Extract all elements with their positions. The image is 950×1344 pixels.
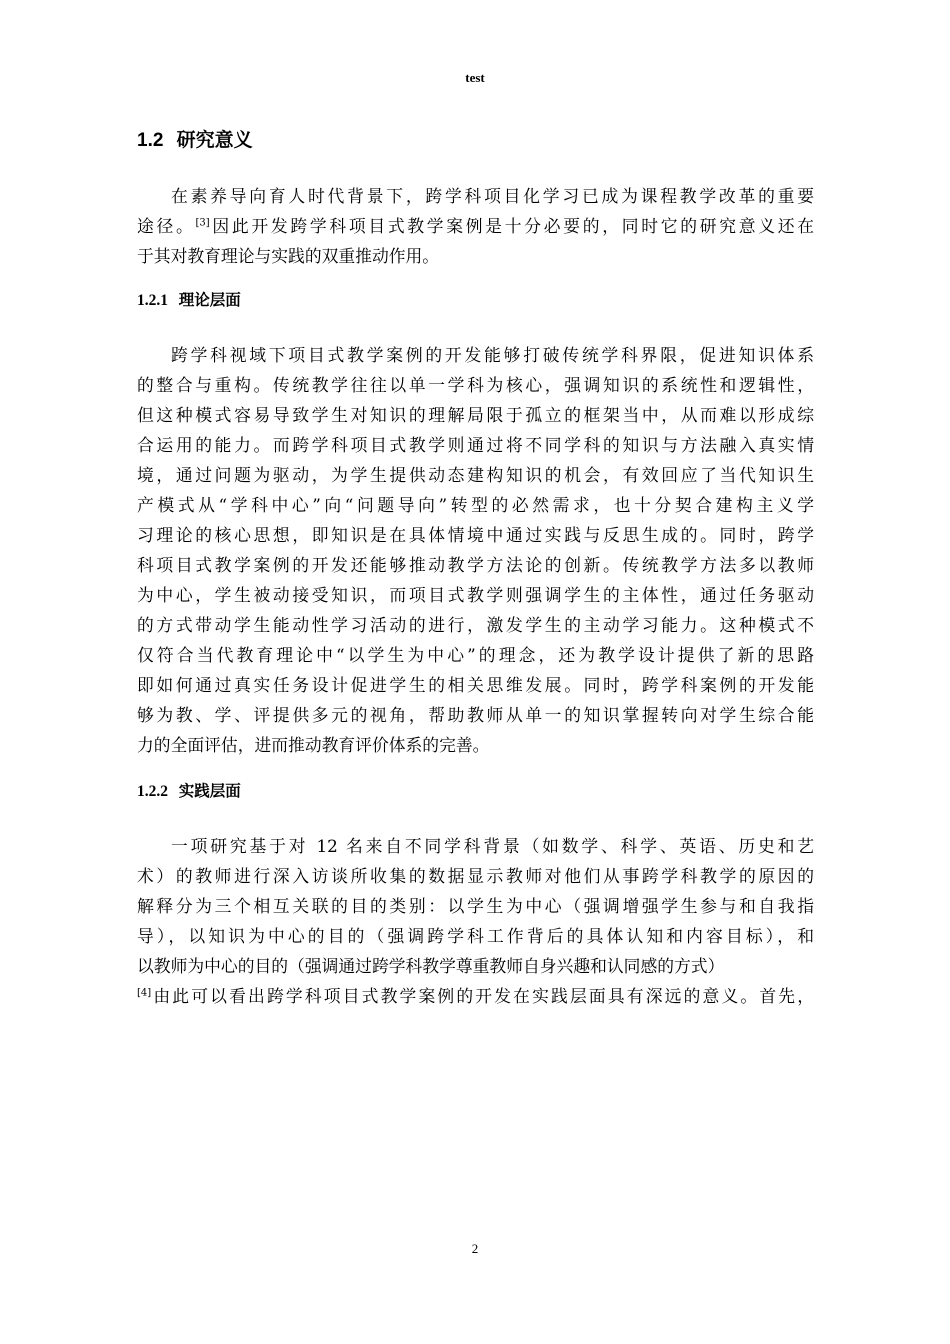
paragraph-line	[137, 211, 814, 241]
subsection-title: 理论层面	[178, 291, 241, 309]
paragraph-line: 术）的教师进行深入访谈所收集的数据显示教师对他们从事跨学科教学的原因的	[137, 866, 814, 886]
page-header: test	[465, 70, 485, 85]
citation-ref: [3]	[195, 217, 210, 229]
paragraph-line: 但这种模式容易导致学生对知识的理解局限于孤立的框架当中，从而难以形成综	[137, 405, 814, 425]
section-number: 1.2	[137, 130, 164, 151]
text-span: 由此可以看出跨学科项目式教学案例的开发在实践层面具有深远的意义。首先，	[151, 986, 814, 1006]
citation-ref: [4]	[137, 987, 152, 999]
text-span: 途径。	[137, 216, 196, 236]
paragraph-line: 合运用的能力。而跨学科项目式教学则通过将不同学科的知识与方法融入真实情	[137, 435, 814, 455]
subsection-heading-practice	[137, 778, 814, 805]
paragraph-line: 跨学科视域下项目式教学案例的开发能够打破传统学科界限，促进知识体系	[171, 345, 814, 365]
paragraph-line: 解释分为三个相互关联的目的类别：以学生为中心（强调增强学生参与和自我指	[137, 896, 814, 916]
paragraph-line: 的整合与重构。传统教学往往以单一学科为核心，强调知识的系统性和逻辑性，	[137, 375, 814, 395]
paragraph-line: 习理论的核心思想，即知识是在具体情境中通过实践与反思生成的。同时，跨学	[137, 525, 814, 545]
section-intro-paragraph	[137, 181, 814, 271]
paragraph-line: 在素养导向育人时代背景下，跨学科项目化学习已成为课程教学改革的重要	[171, 186, 814, 206]
paragraph-line: 导），以知识为中心的目的（强调跨学科工作背后的具体认知和内容目标），和	[137, 926, 814, 946]
paragraph-line: 于其对教育理论与实践的双重推动作用。	[137, 246, 440, 266]
paragraph-line: 力的全面评估，进而推动教育评价体系的完善。	[137, 735, 490, 755]
text-span: 因此开发跨学科项目式教学案例是十分必要的，同时它的研究意义还在	[209, 216, 814, 236]
page-number: 2	[471, 1241, 479, 1256]
paragraph-line: 以教师为中心的目的（强调通过跨学科教学尊重教师自身兴趣和认同感的方式）	[137, 956, 725, 976]
paragraph-line	[137, 981, 814, 1011]
page-content	[137, 124, 814, 1011]
paragraph-line: 的方式带动学生能动性学习活动的进行，激发学生的主动学习能力。这种模式不	[137, 615, 814, 635]
paragraph-line: 产模式从“学科中心”向“问题导向”转型的必然需求，也十分契合建构主义学	[137, 495, 814, 515]
paragraph-line: 够为教、学、评提供多元的视角，帮助教师从单一的知识掌握转向对学生综合能	[137, 705, 814, 725]
practice-paragraph	[137, 831, 814, 1011]
section-heading	[137, 124, 814, 157]
paragraph-line: 科项目式教学案例的开发还能够推动教学方法论的创新。传统教学方法多以教师	[137, 555, 814, 575]
subsection-number: 1.2.2	[137, 783, 168, 800]
theory-paragraph	[137, 340, 814, 760]
subsection-title: 实践层面	[178, 782, 241, 800]
section-title: 研究意义	[176, 129, 253, 151]
paragraph-line: 为中心，学生被动接受知识，而项目式教学则强调学生的主体性，通过任务驱动	[137, 585, 814, 605]
paragraph-line: 境，通过问题为驱动，为学生提供动态建构知识的机会，有效回应了当代知识生	[137, 465, 814, 485]
subsection-number: 1.2.1	[137, 292, 168, 309]
paragraph-line: 仅符合当代教育理论中“以学生为中心”的理念，还为教学设计提供了新的思路	[137, 645, 814, 665]
paragraph-line: 即如何通过真实任务设计促进学生的相关思维发展。同时，跨学科案例的开发能	[137, 675, 814, 695]
subsection-heading-theory	[137, 287, 814, 314]
paragraph-line: 一项研究基于对 12 名来自不同学科背景（如数学、科学、英语、历史和艺	[171, 836, 814, 856]
